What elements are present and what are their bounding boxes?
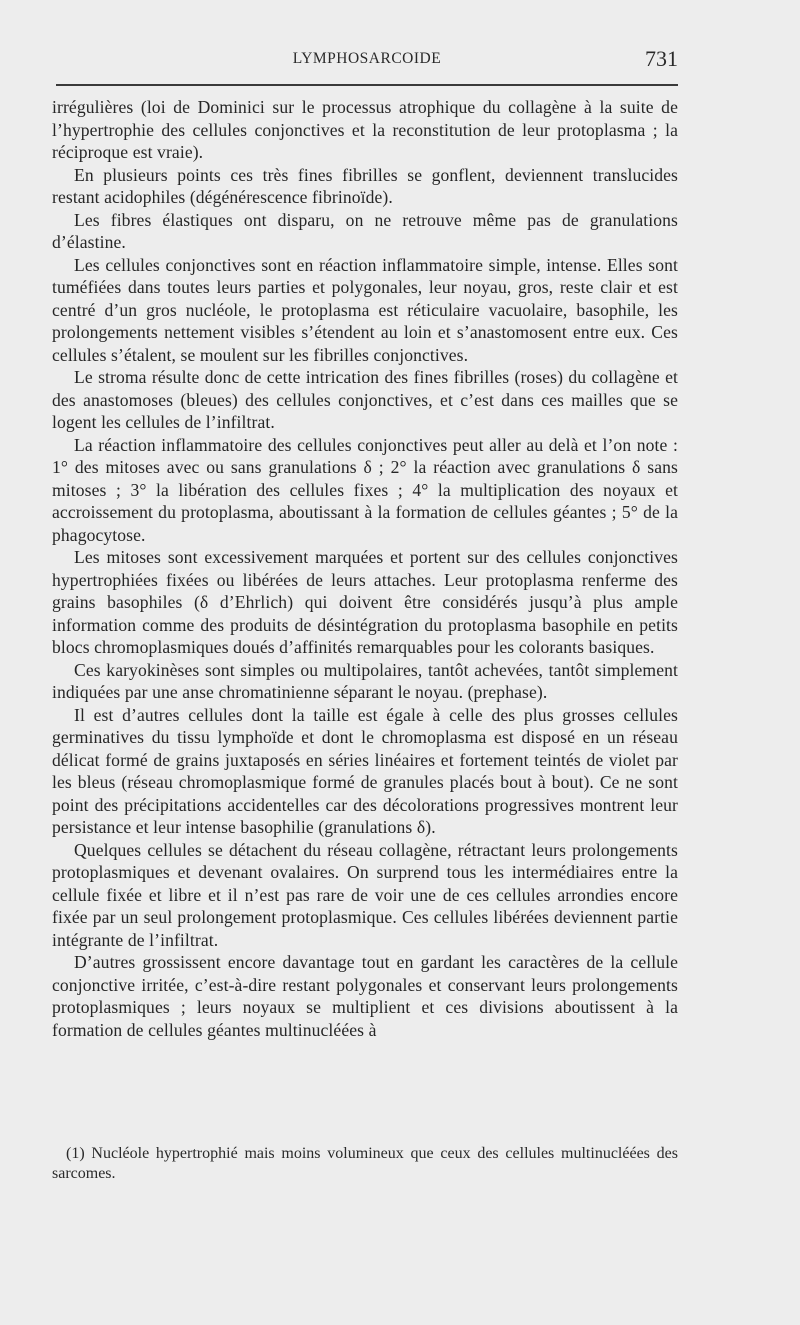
paragraph: La réaction inflammatoire des cellules conjonctives peut aller au delà et l’on note : 1° des mitoses avec ou sans granulations δ ; 2° la réaction avec granulations δ sans mitoses ; 3° la libération des cellules fixes ; 4° la multiplication des noyaux et accroissement du protoplasma, aboutissant à la formation de cellules géantes ; 5° de la phagocytose. [52,434,678,545]
page-number: 731 [645,46,678,71]
paragraph: Les mitoses sont excessivement marquées et portent sur des cellules conjonctives hypertrophiées fixées ou libérées de leurs attaches. Leur protoplasma renferme des grains basophiles (δ d’Ehrlich) qui doivent être considérés jusqu’à plus ample information comme des produits de désintégration du protoplasma basophile en petits blocs chromoplasmiques doués d’affinités remarquables pour les colorants basiques. [52,547,678,657]
footnote-text: (1) Nucléole hypertrophié mais moins volumineux que ceux des cellules multinucléées des sarcomes. [52,1145,678,1182]
paragraph: Les cellules conjonctives sont en réaction inflammatoire simple, intense. Elles sont tuméfiées dans toutes leurs parties et polygonales, leur noyau, gros, reste clair et est centré d’un gros nucléole, le protoplasma est réticulaire vacuolaire, basophile, les prolongements nettement visibles s’étendent au loin et s’anastomosent entre eux. Ces cellules s’étalent, se moulent sur les fibrilles conjonctives. [52,254,678,365]
paragraph: Quelques cellules se détachent du réseau collagène, rétractant leurs prolongements protoplasmiques et devenant ovalaires. On surprend tous les intermédiaires entre la cellule fixée et libre et il n’est pas rare de voir une de ces cellules arrondies encore fixée par un seul prolongement protoplasmique. Ces cellules libérées deviennent partie intégrante de l’infiltrat. [52,839,678,950]
paragraph: Il est d’autres cellules dont la taille est égale à celle des plus grosses cellules germinatives du tissu lymphoïde et dont le chromoplasma est disposé en un réseau délicat formé de grains juxtaposés en séries linéaires et fortement teintés de violet par les bleus (réseau chromoplasmique formé de granules placés bout à bout). Ce ne sont point des précipitations accidentelles car des décolorations progressives montrent leur persistance et leur intense basophilie (granulations δ). [52,704,678,837]
paragraph: Le stroma résulte donc de cette intrication des fines fibrilles (roses) du collagène et des anastomoses (bleues) des cellules conjonctives, et c’est dans ces mailles que se logent les cellules de l’infiltrat. [52,367,678,432]
body-text [52,96,678,1041]
footnote [52,1144,678,1184]
header-rule [56,84,678,86]
running-head: LYMPHOSARCOIDE [292,50,442,67]
paragraph: Ces karyokinèses sont simples ou multipolaires, tantôt achevées, tantôt simplement indiquées par une anse chromatinienne séparant le noyau. (prephase). [52,659,678,702]
paragraph: En plusieurs points ces très fines fibrilles se gonflent, deviennent translucides restant acidophiles (dégénérescence fibrinoïde). [52,164,678,207]
paragraph: irrégulières (loi de Dominici sur le processus atrophique du collagène à la suite de l’hypertrophie des cellules conjonctives et la reconstitution de leur protoplasma ; la réciproque est vraie). [52,97,678,162]
paragraph: D’autres grossissent encore davantage tout en gardant les caractères de la cellule conjonctive irritée, c’est-à-dire restant polygonales et conservant leurs prolongements protoplasmiques ; leurs noyaux se multiplient et ces divisions aboutissent à la formation de cellules géantes multinucléées à [52,952,678,1040]
paragraph: Les fibres élastiques ont disparu, on ne retrouve même pas de granulations d’élastine. [52,209,678,252]
page-header [56,48,678,78]
